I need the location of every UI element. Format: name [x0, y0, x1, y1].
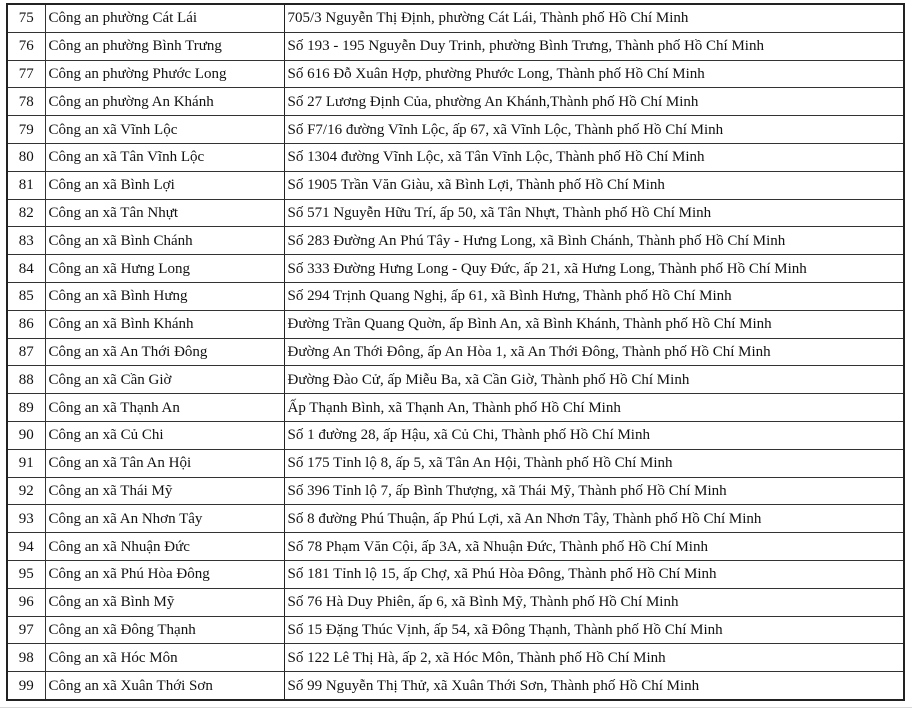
table-body	[7, 4, 904, 700]
station-name: Công an xã Bình Hưng	[45, 282, 284, 310]
station-name: Công an xã Bình Chánh	[45, 227, 284, 255]
station-address: Số 294 Trịnh Quang Nghị, ấp 61, xã Bình Hưng, Thành phố Hồ Chí Minh	[284, 282, 904, 310]
station-name: Công an xã Xuân Thới Sơn	[45, 672, 284, 700]
station-address: Số 8 đường Phú Thuận, ấp Phú Lợi, xã An Nhơn Tây, Thành phố Hồ Chí Minh	[284, 505, 904, 533]
row-number: 75	[7, 4, 45, 32]
station-name: Công an xã Phú Hòa Đông	[45, 560, 284, 588]
table-row	[7, 644, 904, 672]
station-name: Công an phường Bình Trưng	[45, 32, 284, 60]
row-number: 81	[7, 171, 45, 199]
row-number: 96	[7, 588, 45, 616]
station-name: Công an phường An Khánh	[45, 88, 284, 116]
station-address: Số 78 Phạm Văn Cội, ấp 3A, xã Nhuận Đức, Thành phố Hồ Chí Minh	[284, 533, 904, 561]
station-address: Đường Đào Cử, ấp Miễu Ba, xã Cần Giờ, Thành phố Hồ Chí Minh	[284, 366, 904, 394]
row-number: 84	[7, 255, 45, 283]
table-row	[7, 255, 904, 283]
row-number: 80	[7, 143, 45, 171]
table-row	[7, 282, 904, 310]
station-address: Số 1304 đường Vĩnh Lộc, xã Tân Vĩnh Lộc, Thành phố Hồ Chí Minh	[284, 143, 904, 171]
station-name: Công an phường Cát Lái	[45, 4, 284, 32]
station-address: Số 76 Hà Duy Phiên, ấp 6, xã Bình Mỹ, Thành phố Hồ Chí Minh	[284, 588, 904, 616]
station-address: Số 1905 Trần Văn Giàu, xã Bình Lợi, Thành phố Hồ Chí Minh	[284, 171, 904, 199]
station-address: Số 193 - 195 Nguyễn Duy Trinh, phường Bình Trưng, Thành phố Hồ Chí Minh	[284, 32, 904, 60]
station-name: Công an xã Hóc Môn	[45, 644, 284, 672]
station-name: Công an xã Bình Khánh	[45, 310, 284, 338]
row-number: 85	[7, 282, 45, 310]
station-name: Công an xã Tân Vĩnh Lộc	[45, 143, 284, 171]
station-name: Công an xã Tân An Hội	[45, 449, 284, 477]
station-address: Số 122 Lê Thị Hà, ấp 2, xã Hóc Môn, Thành phố Hồ Chí Minh	[284, 644, 904, 672]
row-number: 82	[7, 199, 45, 227]
table-row	[7, 143, 904, 171]
station-name: Công an xã Đông Thạnh	[45, 616, 284, 644]
table-row	[7, 366, 904, 394]
table-row	[7, 32, 904, 60]
station-name: Công an xã Bình Lợi	[45, 171, 284, 199]
table-row	[7, 88, 904, 116]
station-address: Số 283 Đường An Phú Tây - Hưng Long, xã Bình Chánh, Thành phố Hồ Chí Minh	[284, 227, 904, 255]
station-name: Công an phường Phước Long	[45, 60, 284, 88]
row-number: 95	[7, 560, 45, 588]
station-name: Công an xã Bình Mỹ	[45, 588, 284, 616]
row-number: 97	[7, 616, 45, 644]
station-name: Công an xã Vĩnh Lộc	[45, 116, 284, 144]
table-row	[7, 338, 904, 366]
station-address: Số 616 Đỗ Xuân Hợp, phường Phước Long, Thành phố Hồ Chí Minh	[284, 60, 904, 88]
station-name: Công an xã Củ Chi	[45, 421, 284, 449]
station-address: Số 175 Tỉnh lộ 8, ấp 5, xã Tân An Hội, Thành phố Hồ Chí Minh	[284, 449, 904, 477]
police-stations-table	[6, 3, 905, 701]
table-row	[7, 449, 904, 477]
table-row	[7, 171, 904, 199]
station-address: Số 396 Tỉnh lộ 7, ấp Bình Thượng, xã Thái Mỹ, Thành phố Hồ Chí Minh	[284, 477, 904, 505]
row-number: 93	[7, 505, 45, 533]
station-name: Công an xã Cần Giờ	[45, 366, 284, 394]
page-divider	[0, 707, 912, 708]
table-row	[7, 199, 904, 227]
station-address: Số 27 Lương Định Của, phường An Khánh,Thành phố Hồ Chí Minh	[284, 88, 904, 116]
row-number: 77	[7, 60, 45, 88]
table-row	[7, 421, 904, 449]
row-number: 86	[7, 310, 45, 338]
table-row	[7, 505, 904, 533]
table-row	[7, 4, 904, 32]
row-number: 87	[7, 338, 45, 366]
station-address: Số 333 Đường Hưng Long - Quy Đức, ấp 21, xã Hưng Long, Thành phố Hồ Chí Minh	[284, 255, 904, 283]
station-name: Công an xã Thái Mỹ	[45, 477, 284, 505]
station-name: Công an xã Nhuận Đức	[45, 533, 284, 561]
table-row	[7, 588, 904, 616]
row-number: 98	[7, 644, 45, 672]
row-number: 83	[7, 227, 45, 255]
station-name: Công an xã An Nhơn Tây	[45, 505, 284, 533]
station-address: Số 571 Nguyễn Hữu Trí, ấp 50, xã Tân Nhựt, Thành phố Hồ Chí Minh	[284, 199, 904, 227]
station-address: Số 181 Tỉnh lộ 15, ấp Chợ, xã Phú Hòa Đông, Thành phố Hồ Chí Minh	[284, 560, 904, 588]
row-number: 90	[7, 421, 45, 449]
row-number: 78	[7, 88, 45, 116]
row-number: 94	[7, 533, 45, 561]
station-address: 705/3 Nguyễn Thị Định, phường Cát Lái, Thành phố Hồ Chí Minh	[284, 4, 904, 32]
station-address: Số 15 Đặng Thúc Vịnh, ấp 54, xã Đông Thạnh, Thành phố Hồ Chí Minh	[284, 616, 904, 644]
station-address: Đường An Thới Đông, ấp An Hòa 1, xã An Thới Đông, Thành phố Hồ Chí Minh	[284, 338, 904, 366]
row-number: 76	[7, 32, 45, 60]
table-row	[7, 227, 904, 255]
table-row	[7, 616, 904, 644]
station-address: Số F7/16 đường Vĩnh Lộc, ấp 67, xã Vĩnh Lộc, Thành phố Hồ Chí Minh	[284, 116, 904, 144]
table-row	[7, 394, 904, 422]
row-number: 92	[7, 477, 45, 505]
station-name: Công an xã An Thới Đông	[45, 338, 284, 366]
table-row	[7, 533, 904, 561]
row-number: 88	[7, 366, 45, 394]
station-name: Công an xã Hưng Long	[45, 255, 284, 283]
station-address: Ấp Thạnh Bình, xã Thạnh An, Thành phố Hồ Chí Minh	[284, 394, 904, 422]
station-name: Công an xã Tân Nhựt	[45, 199, 284, 227]
station-address: Số 1 đường 28, ấp Hậu, xã Củ Chi, Thành phố Hồ Chí Minh	[284, 421, 904, 449]
station-address: Số 99 Nguyễn Thị Thử, xã Xuân Thới Sơn, Thành phố Hồ Chí Minh	[284, 672, 904, 700]
table-row	[7, 560, 904, 588]
row-number: 91	[7, 449, 45, 477]
table-row	[7, 116, 904, 144]
station-address: Đường Trần Quang Quờn, ấp Bình An, xã Bình Khánh, Thành phố Hồ Chí Minh	[284, 310, 904, 338]
row-number: 99	[7, 672, 45, 700]
row-number: 79	[7, 116, 45, 144]
table-row	[7, 477, 904, 505]
table-row	[7, 310, 904, 338]
table-row	[7, 60, 904, 88]
table-row	[7, 672, 904, 700]
row-number: 89	[7, 394, 45, 422]
station-name: Công an xã Thạnh An	[45, 394, 284, 422]
